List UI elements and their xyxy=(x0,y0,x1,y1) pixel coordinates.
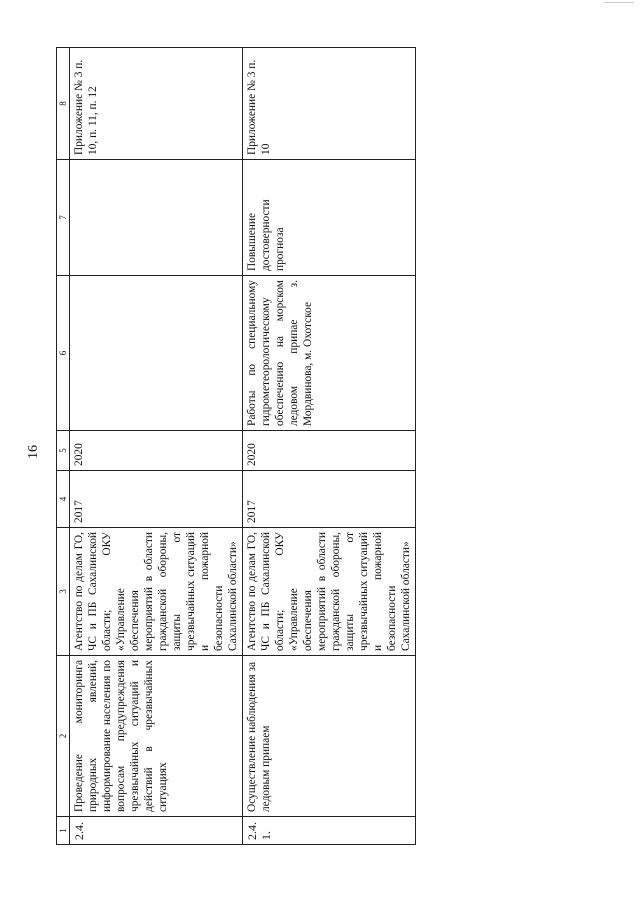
indicator: Повышение достоверности прогноза xyxy=(243,160,416,276)
col-header-7: 7 xyxy=(57,160,70,276)
col-header-6: 6 xyxy=(57,276,70,431)
end-year: 2020 xyxy=(243,431,416,471)
table-row xyxy=(243,48,416,845)
appendix-link: Приложение № 3 п. 10, п. 11, п. 12 xyxy=(70,48,243,160)
row-number: 2.4.1. xyxy=(243,817,416,845)
appendix-link: Приложение № 3 п. 10 xyxy=(243,48,416,160)
row-number: 2.4. xyxy=(70,817,243,845)
start-year: 2017 xyxy=(70,471,243,528)
executor: Агентство по делам ГО, ЧС и ПБ Сахалинской области; ОКУ «Управление обеспечения мероприятий в области гражданской обороны, защиты от чрезвычайных ситуаций и пожарной безопасности Сахалинской области» xyxy=(243,528,416,656)
indicator xyxy=(70,160,243,276)
activity-name: Проведение мониторинга природных явлений, информирование населения по вопросам предупреждения чрезвычайных ситуаций и действий в чрезвычайных ситуациях xyxy=(70,656,243,817)
header-row xyxy=(57,48,70,845)
scan-mark xyxy=(604,2,634,6)
program-table xyxy=(56,47,416,845)
col-header-3: 3 xyxy=(57,528,70,656)
col-header-2: 2 xyxy=(57,656,70,817)
col-header-5: 5 xyxy=(57,431,70,471)
col-header-8: 8 xyxy=(57,48,70,160)
activity-name: Осуществление наблюдения за ледовым припаем xyxy=(243,656,416,817)
col-header-1: 1 xyxy=(57,817,70,845)
col-header-4: 4 xyxy=(57,471,70,528)
page-number: 16 xyxy=(26,445,41,459)
start-year: 2017 xyxy=(243,471,416,528)
expected-result xyxy=(70,276,243,431)
expected-result: Работы по специальному гидрометеорологическому обеспечению на морском ледовом припае з. Мордвинова, м. Охотское xyxy=(243,276,416,431)
executor: Агентство по делам ГО, ЧС и ПБ Сахалинской области; ОКУ «Управление обеспечения мероприятий в области гражданской обороны, защиты от чрезвычайных ситуаций и пожарной безопасности Сахалинской области» xyxy=(70,528,243,656)
end-year: 2020 xyxy=(70,431,243,471)
table-row xyxy=(70,48,243,845)
rotated-table-container xyxy=(56,48,412,845)
